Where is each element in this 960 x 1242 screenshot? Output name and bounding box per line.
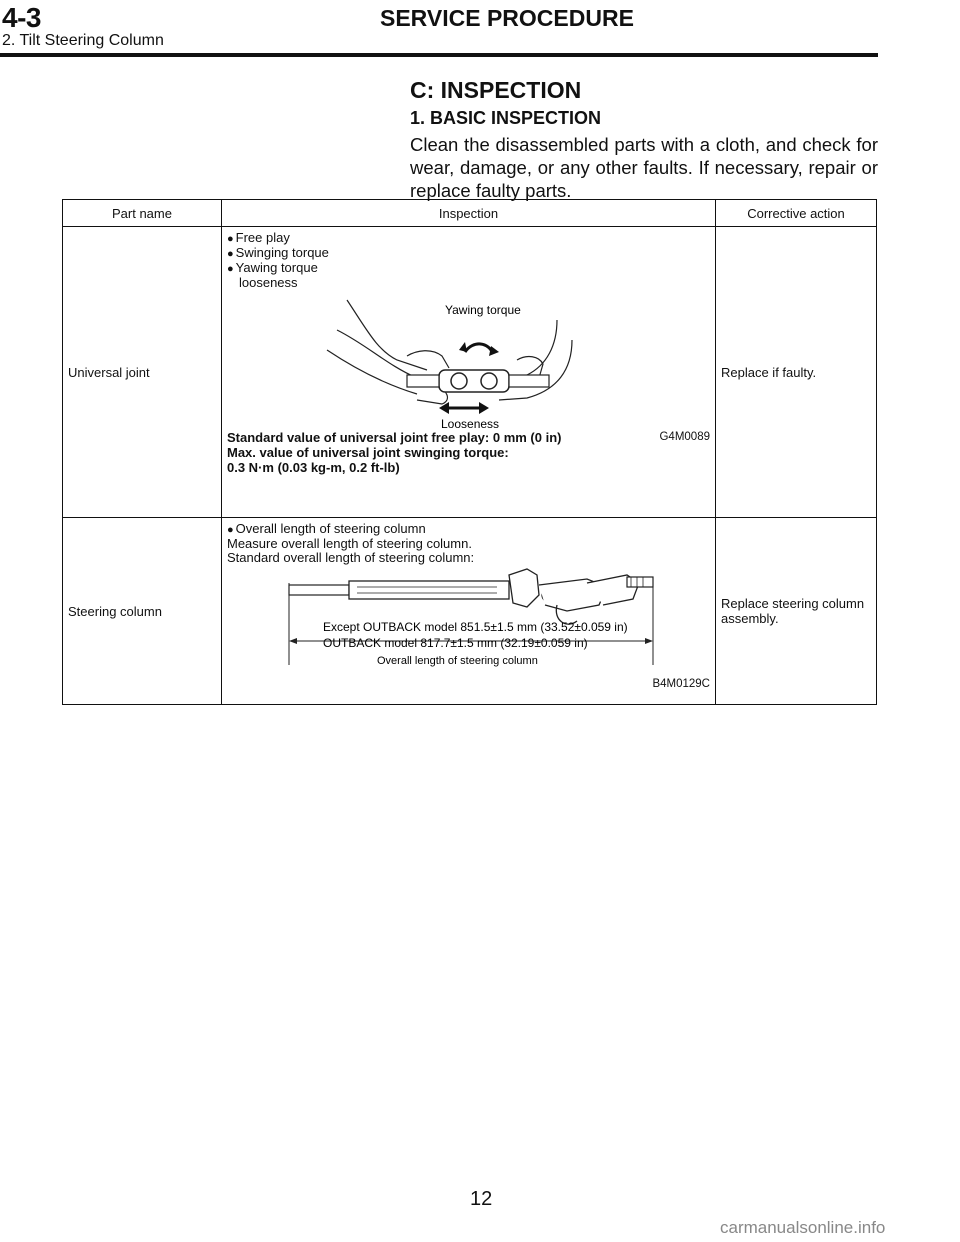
dimension-label-outback: OUTBACK model 817.7±1.5 mm (32.19±0.059 in) — [323, 636, 588, 650]
bullet-label: Overall length of steering column — [235, 521, 426, 536]
bullet-label: Swinging torque — [235, 245, 329, 260]
bullet-continuation: looseness — [239, 275, 298, 290]
inspection-table — [62, 199, 877, 705]
instruction-line: Measure overall length of steering column. — [227, 536, 472, 551]
corrective-action-cell: Replace steering column assembly. — [716, 518, 877, 705]
column-header-inspection: Inspection — [222, 200, 716, 227]
figure-id: G4M0089 — [659, 431, 710, 443]
bullet-icon: ● — [227, 248, 234, 260]
part-name-cell: Universal joint — [63, 227, 222, 518]
bullet-item — [227, 231, 710, 246]
universal-joint-figure — [227, 290, 710, 443]
dimension-label-except-outback: Except OUTBACK model 851.5±1.5 mm (33.52±0.059 in) — [323, 620, 628, 634]
table-row — [63, 518, 877, 705]
bullet-label: Yawing torque — [235, 260, 318, 275]
looseness-label: Looseness — [441, 417, 500, 430]
table-row — [63, 227, 877, 518]
corrective-action-cell: Replace if faulty. — [716, 227, 877, 518]
bullet-item — [227, 522, 710, 537]
std-value-line: Standard value of universal joint free play: 0 mm (0 in) — [227, 430, 562, 445]
dimension-label-overall: Overall length of steering column — [377, 655, 538, 667]
page-header-subtitle: 2. Tilt Steering Column — [2, 32, 164, 49]
bullet-icon: ● — [227, 233, 234, 245]
universal-joint-illustration — [227, 290, 705, 430]
std-value-line: 0.3 N·m (0.03 kg-m, 0.2 ft-lb) — [227, 460, 400, 475]
page-number: 12 — [470, 1188, 493, 1210]
part-name-cell: Steering column — [63, 518, 222, 705]
section-title: C: INSPECTION — [410, 77, 582, 103]
bullet-item — [227, 261, 710, 276]
figure-id: B4M0129C — [652, 678, 710, 690]
column-header-action: Corrective action — [716, 200, 877, 227]
bullet-item — [227, 246, 710, 261]
inspection-cell — [222, 227, 716, 518]
yawing-torque-label: Yawing torque — [445, 303, 521, 317]
section-code: 4-3 — [2, 2, 41, 33]
inspection-cell — [222, 518, 716, 705]
bullet-icon: ● — [227, 263, 234, 275]
intro-paragraph: Clean the disassembled parts with a cloth, and check for wear, damage, or any other faults. If necessary, repair or replace faulty parts. — [410, 134, 878, 201]
bullet-icon: ● — [227, 524, 234, 536]
std-value-line: Max. value of universal joint swinging torque: — [227, 445, 509, 460]
header-rule — [0, 53, 878, 57]
bullet-label: Free play — [235, 230, 290, 245]
subsection-title: 1. BASIC INSPECTION — [410, 108, 602, 128]
instruction-line: Standard overall length of steering column: — [227, 550, 475, 565]
steering-column-figure — [227, 565, 710, 690]
page-header-title: SERVICE PROCEDURE — [380, 5, 634, 31]
table-header-row — [63, 200, 877, 227]
watermark: carmanualsonline.info — [720, 1218, 886, 1237]
steering-column-illustration — [227, 565, 705, 677]
column-header-part: Part name — [63, 200, 222, 227]
